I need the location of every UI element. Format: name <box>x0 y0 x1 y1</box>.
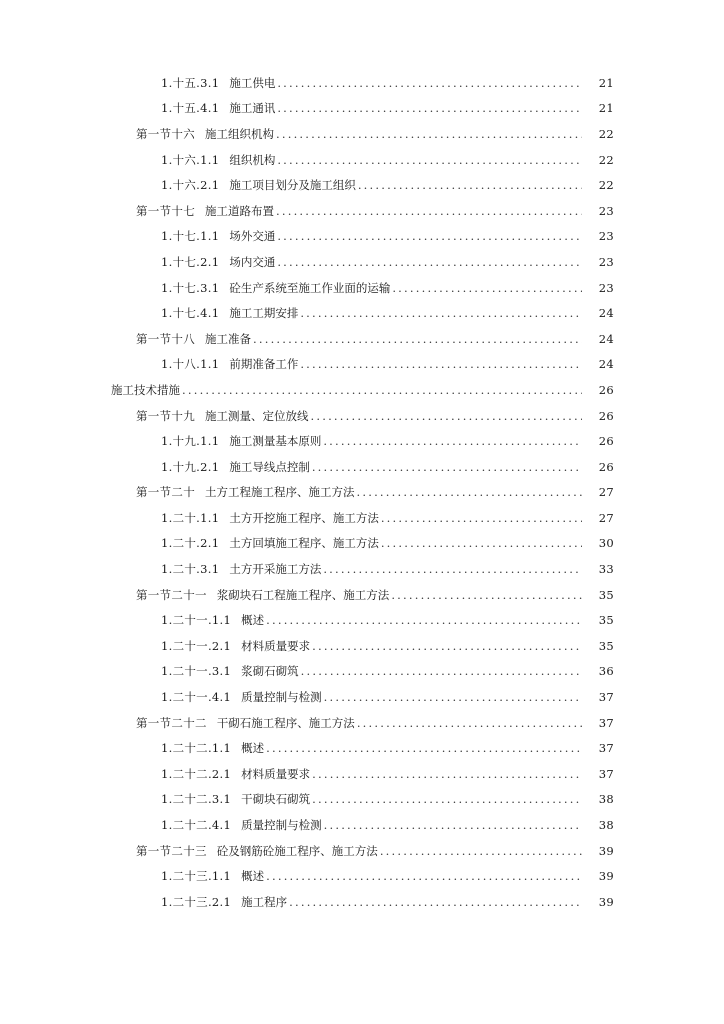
toc-entry-title: 施工道路布置 <box>205 203 274 218</box>
toc-entry[interactable] <box>0 352 724 378</box>
toc-entry[interactable] <box>0 684 724 710</box>
toc-entry-page-number: 23 <box>598 280 614 295</box>
toc-entry-number: 第一节二十 <box>136 485 195 500</box>
toc-entry-title: 场外交通 <box>229 229 276 244</box>
toc-entry-page-number: 23 <box>598 203 614 218</box>
toc-entry-title: 前期准备工作 <box>229 357 299 372</box>
toc-entry-title: 干砌石施工程序、施工方法 <box>216 715 355 730</box>
toc-entry-title: 概述 <box>241 613 265 628</box>
toc-entry-title: 概述 <box>241 741 265 756</box>
toc-entry-title: 砼及钢筋砼施工程序、施工方法 <box>216 843 378 858</box>
toc-entry-title: 施工工期安排 <box>229 306 299 321</box>
toc-entry-title: 施工通讯 <box>229 101 276 116</box>
toc-entry-page-number: 38 <box>598 792 614 807</box>
toc-entry[interactable] <box>0 607 724 633</box>
toc-entry-title: 施工测量、定位放线 <box>205 408 309 423</box>
toc-entry-number: 1.十六.1.1 <box>161 152 220 167</box>
toc-dot-leader <box>277 76 582 90</box>
toc-entry-title: 砼生产系统至施工作业面的运输 <box>229 280 391 295</box>
toc-entry-number: 1.十七.2.1 <box>161 254 220 269</box>
toc-entry-number: 第一节十八 <box>136 331 195 346</box>
toc-entry-title: 土方开采施工方法 <box>229 562 322 577</box>
toc-entry[interactable] <box>0 198 724 224</box>
toc-dot-leader <box>380 844 582 858</box>
toc-dot-leader <box>392 281 582 295</box>
toc-entry[interactable] <box>0 812 724 838</box>
toc-entry-page-number: 39 <box>598 894 614 909</box>
toc-entry-number: 1.二十一.3.1 <box>161 664 232 679</box>
toc-entry[interactable] <box>0 889 724 915</box>
toc-entry-page-number: 37 <box>598 766 614 781</box>
toc-entry[interactable] <box>0 96 724 122</box>
toc-dot-leader <box>357 485 583 499</box>
toc-entry-number: 1.二十一.1.1 <box>161 613 232 628</box>
toc-dot-leader <box>266 741 582 755</box>
toc-entry-page-number: 26 <box>598 434 614 449</box>
toc-entry-title: 施工导线点控制 <box>229 459 310 474</box>
toc-entry-title: 施工程序 <box>241 894 288 909</box>
toc-entry-number: 1.二十二.1.1 <box>161 741 232 756</box>
toc-entry-title: 组织机构 <box>229 152 276 167</box>
toc-entry-number: 第一节十七 <box>136 203 195 218</box>
toc-entry[interactable] <box>0 735 724 761</box>
toc-entry-number: 第一节二十一 <box>136 587 207 602</box>
toc-entry-page-number: 35 <box>598 638 614 653</box>
toc-entry-page-number: 24 <box>598 357 614 372</box>
toc-entry[interactable] <box>0 659 724 685</box>
toc-entry-title: 土方工程施工程序、施工方法 <box>205 485 355 500</box>
toc-entry-page-number: 22 <box>598 126 614 141</box>
toc-entry-page-number: 27 <box>598 485 614 500</box>
toc-entry-number: 1.二十.3.1 <box>161 562 220 577</box>
toc-entry[interactable] <box>0 326 724 352</box>
toc-entry-title: 土方开挖施工程序、施工方法 <box>229 510 379 525</box>
toc-entry-title: 施工准备 <box>205 331 251 346</box>
toc-entry[interactable] <box>0 761 724 787</box>
toc-dot-leader <box>276 204 582 218</box>
toc-dot-leader <box>266 613 582 627</box>
toc-dot-leader <box>301 664 582 678</box>
toc-entry-number: 1.二十二.2.1 <box>161 766 232 781</box>
toc-dot-leader <box>311 409 583 423</box>
toc-entry[interactable] <box>0 275 724 301</box>
toc-dot-leader <box>381 511 582 525</box>
toc-dot-leader <box>323 434 582 448</box>
toc-entry-number: 1.二十一.2.1 <box>161 638 232 653</box>
toc-entry[interactable] <box>0 838 724 864</box>
toc-entry[interactable] <box>0 505 724 531</box>
toc-entry-number: 1.十七.1.1 <box>161 229 220 244</box>
toc-entry-page-number: 33 <box>598 562 614 577</box>
toc-dot-leader <box>391 588 582 602</box>
toc-dot-leader <box>324 690 582 704</box>
toc-entry-page-number: 35 <box>598 613 614 628</box>
toc-entry-title: 施工测量基本原则 <box>229 434 322 449</box>
toc-entry-number: 第一节十九 <box>136 408 195 423</box>
toc-dot-leader <box>324 818 582 832</box>
toc-entry-page-number: 26 <box>598 408 614 423</box>
toc-entry[interactable] <box>0 710 724 736</box>
toc-entry[interactable] <box>0 147 724 173</box>
toc-entry-page-number: 39 <box>598 869 614 884</box>
toc-dot-leader <box>289 895 582 909</box>
toc-dot-leader <box>300 357 582 371</box>
toc-entry-page-number: 30 <box>598 536 614 551</box>
toc-entry[interactable] <box>0 582 724 608</box>
toc-entry-number: 1.二十.1.1 <box>161 510 220 525</box>
toc-entry-number: 1.十九.2.1 <box>161 459 220 474</box>
toc-entry[interactable] <box>0 428 724 454</box>
toc-dot-leader <box>300 306 582 320</box>
toc-entry-page-number: 36 <box>598 664 614 679</box>
toc-dot-leader <box>266 869 582 883</box>
toc-dot-leader <box>358 178 582 192</box>
toc-entry-page-number: 22 <box>598 152 614 167</box>
toc-entry-page-number: 27 <box>598 510 614 525</box>
toc-entry[interactable] <box>0 556 724 582</box>
toc-entry-number: 1.十九.1.1 <box>161 434 220 449</box>
toc-entry[interactable] <box>0 787 724 813</box>
toc-entry-page-number: 37 <box>598 690 614 705</box>
toc-dot-leader <box>277 255 582 269</box>
toc-entry-page-number: 35 <box>598 587 614 602</box>
toc-entry[interactable] <box>0 224 724 250</box>
toc-entry[interactable] <box>0 70 724 96</box>
toc-entry-title: 材料质量要求 <box>241 638 311 653</box>
toc-dot-leader <box>253 332 582 346</box>
toc-entry-page-number: 37 <box>598 741 614 756</box>
toc-entry-number: 1.二十三.2.1 <box>161 894 232 909</box>
toc-entry-page-number: 38 <box>598 818 614 833</box>
toc-entry-page-number: 26 <box>598 459 614 474</box>
toc-entry-title: 干砌块石砌筑 <box>241 792 311 807</box>
toc-entry-page-number: 24 <box>598 306 614 321</box>
toc-dot-leader <box>381 536 582 550</box>
toc-entry-title: 材料质量要求 <box>241 766 311 781</box>
toc-entry-page-number: 24 <box>598 331 614 346</box>
toc-dot-leader <box>312 767 582 781</box>
toc-entry-number: 1.十五.3.1 <box>161 75 220 90</box>
toc-entry-number: 1.十五.4.1 <box>161 101 220 116</box>
toc-entry[interactable] <box>0 300 724 326</box>
toc-entry-title: 施工供电 <box>229 75 276 90</box>
toc-entry-title: 土方回填施工程序、施工方法 <box>229 536 379 551</box>
toc-entry-title: 浆砌石砌筑 <box>241 664 299 679</box>
toc-entry[interactable] <box>0 403 724 429</box>
toc-entry[interactable] <box>0 454 724 480</box>
toc-entry-page-number: 39 <box>598 843 614 858</box>
toc-dot-leader <box>312 792 582 806</box>
toc-entry-number: 1.二十.2.1 <box>161 536 220 551</box>
toc-entry[interactable] <box>0 249 724 275</box>
toc-entry-number: 第一节十六 <box>136 126 195 141</box>
toc-entry-page-number: 23 <box>598 254 614 269</box>
toc-dot-leader <box>277 101 582 115</box>
toc-entry-number: 1.二十一.4.1 <box>161 690 232 705</box>
toc-entry-title: 质量控制与检测 <box>241 818 322 833</box>
toc-dot-leader <box>312 639 582 653</box>
toc-entry[interactable] <box>0 121 724 147</box>
table-of-contents <box>0 70 724 915</box>
toc-dot-leader <box>182 383 582 397</box>
toc-entry-title: 概述 <box>241 869 265 884</box>
toc-entry[interactable] <box>0 531 724 557</box>
toc-entry-title: 场内交通 <box>229 254 276 269</box>
toc-entry-page-number: 22 <box>598 178 614 193</box>
toc-entry-number: 1.二十二.4.1 <box>161 818 232 833</box>
toc-entry-number: 1.二十二.3.1 <box>161 792 232 807</box>
toc-entry-number: 1.十七.4.1 <box>161 306 220 321</box>
toc-dot-leader <box>323 562 582 576</box>
toc-entry-title: 施工组织机构 <box>205 126 274 141</box>
toc-entry-page-number: 21 <box>598 101 614 116</box>
toc-dot-leader <box>312 460 582 474</box>
toc-entry-number: 第一节二十三 <box>136 843 207 858</box>
toc-dot-leader <box>357 716 582 730</box>
toc-entry[interactable] <box>0 172 724 198</box>
toc-entry[interactable] <box>0 863 724 889</box>
toc-dot-leader <box>276 127 582 141</box>
toc-entry[interactable] <box>0 633 724 659</box>
toc-entry-number: 1.十七.3.1 <box>161 280 220 295</box>
toc-entry-number: 1.十八.1.1 <box>161 357 220 372</box>
toc-entry-number: 1.十六.2.1 <box>161 178 220 193</box>
toc-entry-page-number: 37 <box>598 715 614 730</box>
toc-entry-number: 1.二十三.1.1 <box>161 869 232 884</box>
toc-entry[interactable] <box>0 480 724 506</box>
toc-dot-leader <box>277 153 582 167</box>
toc-entry-page-number: 21 <box>598 75 614 90</box>
toc-entry-title: 施工技术措施 <box>111 382 180 397</box>
toc-entry-page-number: 26 <box>598 382 614 397</box>
toc-entry-title: 施工项目划分及施工组织 <box>229 178 356 193</box>
toc-entry-page-number: 23 <box>598 229 614 244</box>
toc-entry[interactable] <box>0 377 724 403</box>
toc-entry-title: 浆砌块石工程施工程序、施工方法 <box>216 587 390 602</box>
toc-entry-number: 第一节二十二 <box>136 715 207 730</box>
toc-dot-leader <box>277 229 582 243</box>
toc-entry-title: 质量控制与检测 <box>241 690 322 705</box>
